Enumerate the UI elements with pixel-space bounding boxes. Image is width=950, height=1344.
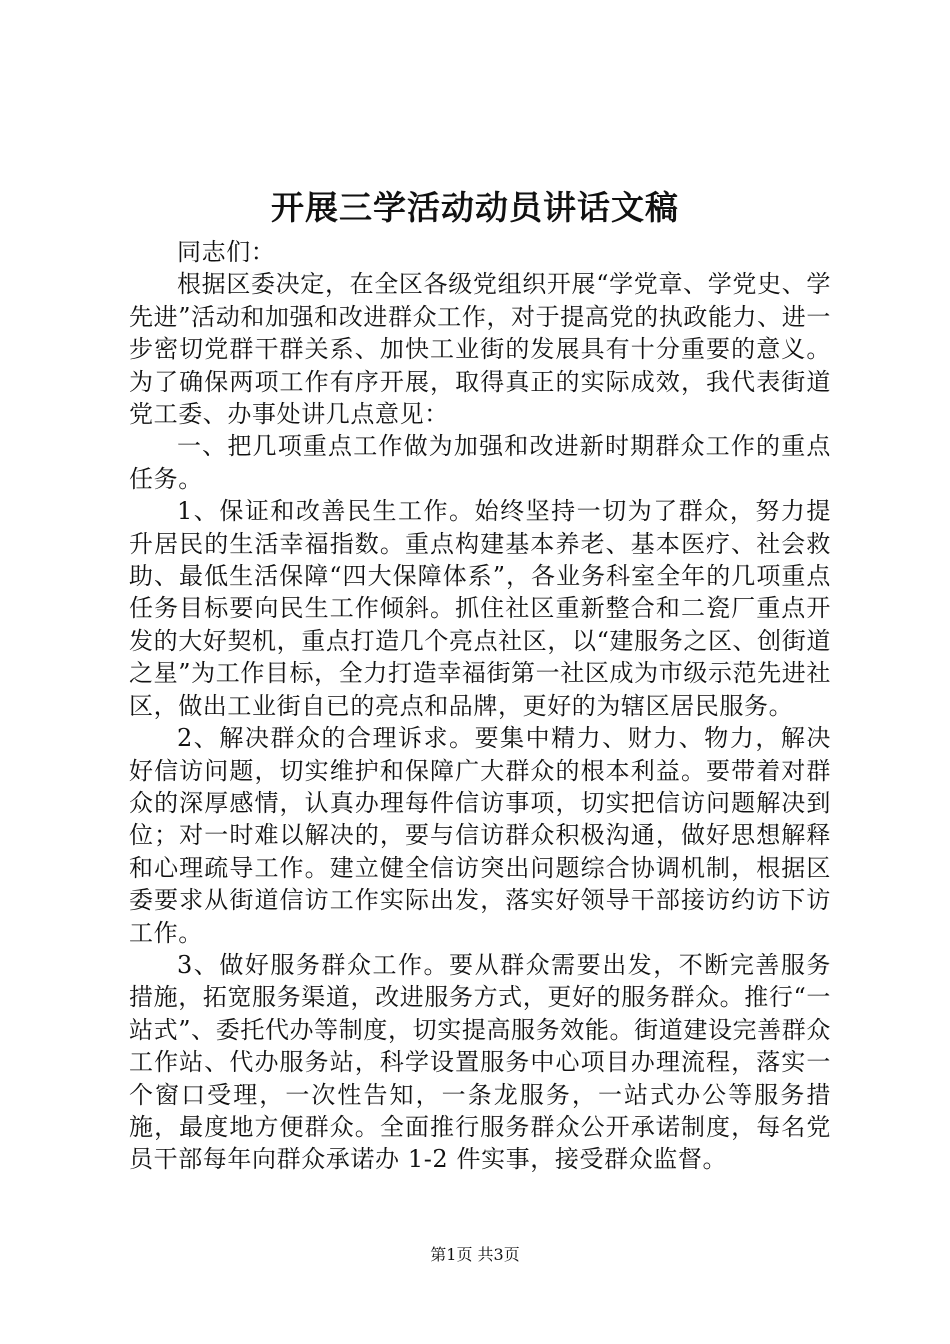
paragraph-intro: 根据区委决定，在全区各级党组织开展“学党章、学党史、学先进”活动和加强和改进群众工作，对于提高党的执政能力、进一步密切党群干群关系、加快工业街的发展具有十分重要的意义。为了确保两项工作有序开展，取得真正的实际成效，我代表街道党工委、办事处讲几点意见：	[129, 270, 831, 429]
document-body	[129, 236, 831, 1176]
paragraph-item-3: 3、做好服务群众工作。要从群众需要出发，不断完善服务措施，拓宽服务渠道，改进服务方式，更好的服务群众。推行“一站式”、委托代办等制度，切实提高服务效能。街道建设完善群众工作站、代办服务站，科学设置服务中心项目办理流程，落实一个窗口受理，一次性告知，一条龙服务，一站式办公等服务措施，最度地方便群众。全面推行服务群众公开承诺制度，每名党员干部每年向群众承诺办 1-2 件实事，接受群众监督。	[129, 950, 831, 1174]
page-number-footer: 第1页 共3页	[430, 1245, 520, 1264]
paragraph-item-1: 1、保证和改善民生工作。始终坚持一切为了群众，努力提升居民的生活幸福指数。重点构建基本养老、基本医疗、社会救助、最低生活保障“四大保障体系”，各业务科室全年的几项重点任务目标要向民生工作倾斜。抓住社区重新整合和二瓷厂重点开发的大好契机，重点打造几个亮点社区，以“建服务之区、创街道之星”为工作目标，全力打造幸福街第一社区成为市级示范先进社区，做出工业街自已的亮点和品牌，更好的为辖区居民服务。	[129, 497, 831, 720]
paragraph-section-one: 一、把几项重点工作做为加强和改进新时期群众工作的重点任务。	[129, 432, 831, 493]
paragraph-item-2: 2、解决群众的合理诉求。要集中精力、财力、物力，解决好信访问题，切实维护和保障广大群众的根本利益。要带着对群众的深厚感情，认真办理每件信访事项，切实把信访问题解决到位；对一时难以解决的，要与信访群众积极沟通，做好思想解释和心理疏导工作。建立健全信访突出问题综合协调机制，根据区委要求从街道信访工作实际出发，落实好领导干部接访约访下访工作。	[129, 724, 831, 947]
salutation: 同志们：	[177, 238, 276, 266]
document-title: 开展三学活动动员讲话文稿	[271, 188, 679, 227]
